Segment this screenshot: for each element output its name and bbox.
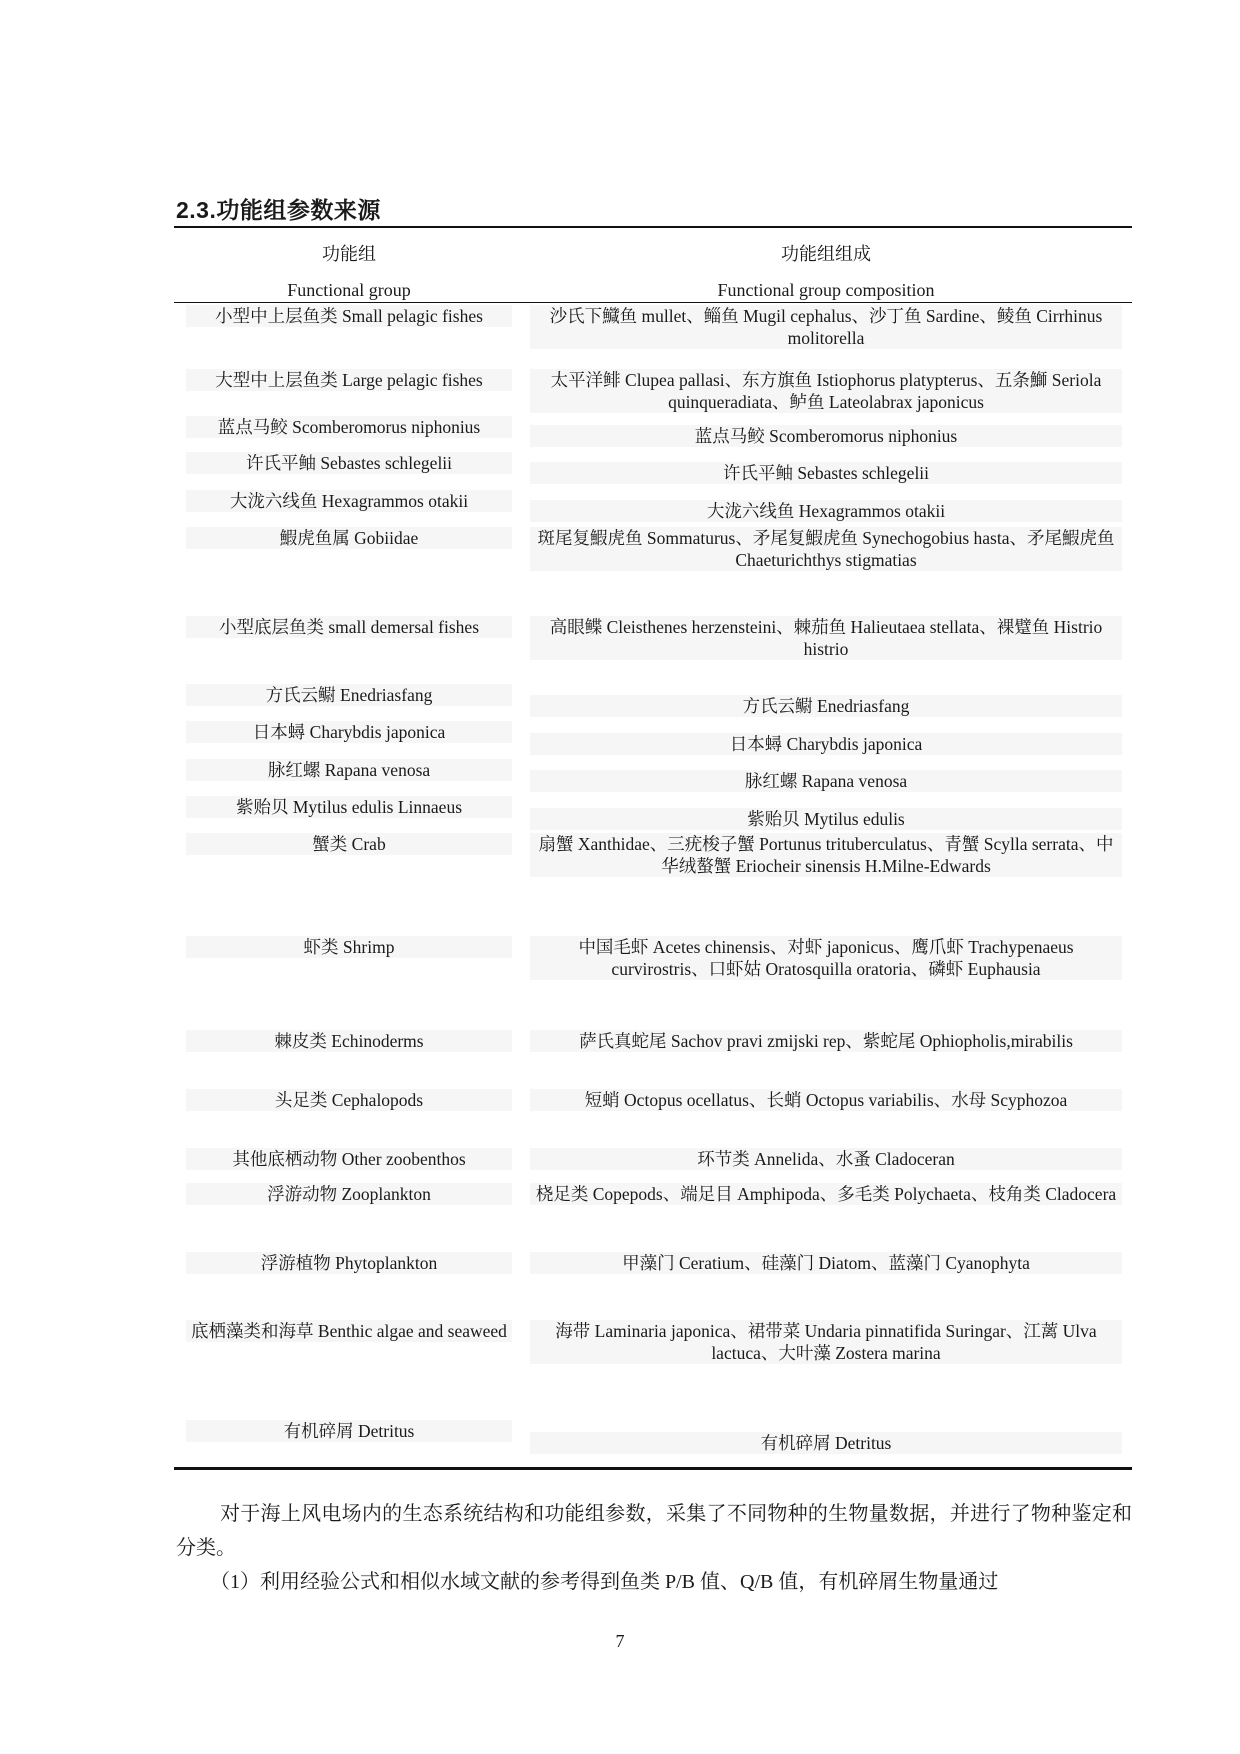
table-row-group: 蟹类 Crab bbox=[186, 833, 512, 855]
table-row-composition: 日本蟳 Charybdis japonica bbox=[530, 733, 1122, 755]
table-row-composition: 高眼鲽 Cleisthenes herzensteini、棘茄鱼 Halieutaea stellata、裸躄鱼 Histrio histrio bbox=[530, 616, 1122, 660]
table-row-group: 小型中上层鱼类 Small pelagic fishes bbox=[186, 305, 512, 327]
table-row-composition: 斑尾复鰕虎鱼 Sommaturus、矛尾复鰕虎鱼 Synechogobius hasta、矛尾鰕虎鱼 Chaeturichthys stigmatias bbox=[530, 527, 1122, 571]
table-row-group: 日本蟳 Charybdis japonica bbox=[186, 721, 512, 743]
table-row-composition: 中国毛虾 Acetes chinensis、对虾 japonicus、鹰爪虾 Trachypenaeus curvirostris、口虾姑 Oratosquilla oratoria、磷虾 Euphausia bbox=[530, 936, 1122, 980]
table-row-group: 大泷六线鱼 Hexagrammos otakii bbox=[186, 490, 512, 512]
table-row-composition: 桡足类 Copepods、端足目 Amphipoda、多毛类 Polychaeta、枝角类 Cladocera bbox=[530, 1183, 1122, 1205]
table-row-group: 蓝点马鲛 Scomberomorus niphonius bbox=[186, 416, 512, 438]
table-row-group: 浮游植物 Phytoplankton bbox=[186, 1252, 512, 1274]
table-row-group: 方氏云鳚 Enedriasfang bbox=[186, 684, 512, 706]
table-row-composition: 脉红螺 Rapana venosa bbox=[530, 770, 1122, 792]
table-row-composition: 萨氏真蛇尾 Sachov pravi zmijski rep、紫蛇尾 Ophiopholis,mirabilis bbox=[530, 1030, 1122, 1052]
table-row-composition: 扇蟹 Xanthidae、三疣梭子蟹 Portunus trituberculatus、青蟹 Scylla serrata、中华绒螯蟹 Eriocheir sinensis H.Milne-Edwards bbox=[530, 833, 1122, 877]
table-bottom-rule bbox=[174, 1467, 1132, 1470]
table-row-group: 许氏平鲉 Sebastes schlegelii bbox=[186, 452, 512, 474]
table-row-composition: 许氏平鲉 Sebastes schlegelii bbox=[530, 462, 1122, 484]
table-row-composition: 有机碎屑 Detritus bbox=[530, 1432, 1122, 1454]
table-row-group: 棘皮类 Echinoderms bbox=[186, 1030, 512, 1052]
table-row-composition: 紫贻贝 Mytilus edulis bbox=[530, 808, 1122, 830]
col1-header-en: Functional group bbox=[287, 280, 411, 300]
table-row-composition: 蓝点马鲛 Scomberomorus niphonius bbox=[530, 425, 1122, 447]
table-row-group: 脉红螺 Rapana venosa bbox=[186, 759, 512, 781]
col2-header-zh: 功能组组成 bbox=[781, 244, 871, 264]
table-row-group: 小型底层鱼类 small demersal fishes bbox=[186, 616, 512, 638]
page-number: 7 bbox=[615, 1631, 625, 1651]
table-row-group: 头足类 Cephalopods bbox=[186, 1089, 512, 1111]
table-row-group: 虾类 Shrimp bbox=[186, 936, 512, 958]
table-row-group: 大型中上层鱼类 Large pelagic fishes bbox=[186, 369, 512, 391]
table-row-group: 其他底栖动物 Other zoobenthos bbox=[186, 1148, 512, 1170]
body-paragraph: 对于海上风电场内的生态系统结构和功能组参数，采集了不同物种的生物量数据，并进行了物种鉴定和分类。 bbox=[176, 1503, 1132, 1559]
table-row-composition: 海带 Laminaria japonica、裙带菜 Undaria pinnatifida Suringar、江蓠 Ulva lactuca、大叶藻 Zostera marina bbox=[530, 1320, 1122, 1364]
table-row-group: 有机碎屑 Detritus bbox=[186, 1420, 512, 1442]
body-paragraph: （1）利用经验公式和相似水域文献的参考得到鱼类 P/B 值、Q/B 值，有机碎屑生物量通过 bbox=[210, 1571, 999, 1593]
table-row-composition: 沙氏下鱵鱼 mullet、鲻鱼 Mugil cephalus、沙丁鱼 Sardine、鲮鱼 Cirrhinus molitorella bbox=[530, 305, 1122, 349]
col2-header-en: Functional group composition bbox=[717, 280, 935, 300]
table-top-rule bbox=[174, 226, 1132, 228]
table-row-composition: 甲藻门 Ceratium、硅藻门 Diatom、蓝藻门 Cyanophyta bbox=[530, 1252, 1122, 1274]
table-row-composition: 大泷六线鱼 Hexagrammos otakii bbox=[530, 500, 1122, 522]
table-row-composition: 方氏云鳚 Enedriasfang bbox=[530, 695, 1122, 717]
table-header-rule bbox=[174, 302, 1132, 303]
table-row-group: 底栖藻类和海草 Benthic algae and seaweed bbox=[186, 1320, 512, 1342]
col1-header-zh: 功能组 bbox=[322, 244, 376, 264]
table-row-group: 浮游动物 Zooplankton bbox=[186, 1183, 512, 1205]
table-row-composition: 太平洋鲱 Clupea pallasi、东方旗鱼 Istiophorus platypterus、五条鰤 Seriola quinqueradiata、鲈鱼 Lateolabrax japonicus bbox=[530, 369, 1122, 413]
table-row-composition: 环节类 Annelida、水蚤 Cladoceran bbox=[530, 1148, 1122, 1170]
table-row-composition: 短蛸 Octopus ocellatus、长蛸 Octopus variabilis、水母 Scyphozoa bbox=[530, 1089, 1122, 1111]
table-row-group: 紫贻贝 Mytilus edulis Linnaeus bbox=[186, 796, 512, 818]
section-title: 2.3.功能组参数来源 bbox=[176, 197, 381, 223]
table-row-group: 鰕虎鱼属 Gobiidae bbox=[186, 527, 512, 549]
